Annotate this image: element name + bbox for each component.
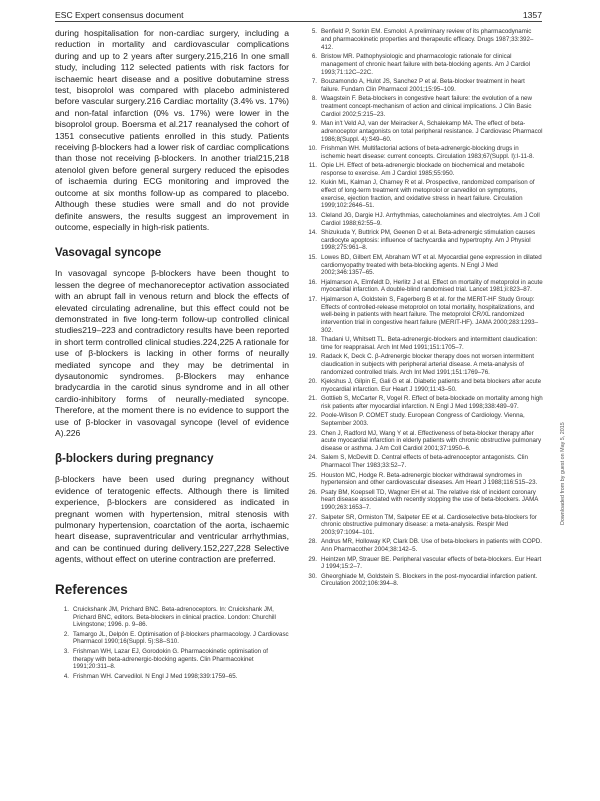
reference-text: Shizukuda Y, Buttrick PM, Geenen D et al. Beta-adrenergic stimulation causes cardiocyte apoptosis: influence of tachycardia and hypertrophy. Am J Physiol 1998;275:961–8. bbox=[321, 228, 536, 252]
reference-item bbox=[303, 378, 543, 394]
reference-text: Kjekshus J, Gilpin E, Gali G et al. Diabetic patients and beta blockers after acute myocardial infarction. Eur Heart J 1990;11:43–50. bbox=[321, 378, 542, 394]
running-header bbox=[55, 2, 542, 20]
body-paragraph: during hospitalisation for non-cardiac surgery, including a reduction in mortality and cardiovascular complications during and up to 2 years after surgery.215,216 In one small study, including 112 selected patients with risk factors for ischaemic heart disease and a positive dobutamine stress test, bisoprolol was compared with placebo administered before vascular surgery.216 Cardiac mortality (3.4% vs. 17%) and non-fatal infarction (0% vs. 17%) were lower in the bisoprolol group. Boersma et al.217 reanalysed the cohort of 1351 consecutive patients enrolled in this study. Patients receiving β-blockers had a lower risk of cardiac complications than those not receiving β-blockers. In another trial215,218 atenolol given before general surgery reduced the episodes of ischaemia during ECG monitoring and improved the outcome at six months follow-up as compared to placebo. Although these studies were small and do not provide definite answers, the results suggest an improvement in outcome, especially in high-risk patients. bbox=[55, 28, 289, 232]
reference-text: Bristow MR. Pathophysiologic and pharmacologic rationale for clinical management of chronic heart failure with beta-blocking agents. Am J Cardiol 1993;71:12C–22C. bbox=[321, 52, 531, 76]
reference-number: 7. bbox=[311, 77, 317, 85]
reference-list-left bbox=[55, 606, 289, 681]
reference-text: Waagstein F. Beta-blockers in congestive heart failure: the evolution of a new treatment concept-mechanism of action and clinical implications. J Clin Basic Cardiol 2002;5:215–23. bbox=[321, 94, 532, 118]
reference-item bbox=[303, 212, 543, 228]
reference-number: 6. bbox=[311, 52, 317, 60]
reference-item bbox=[303, 53, 543, 77]
reference-text: Frishman WH. Carvedilol. N Engl J Med 1998;339:1759–65. bbox=[73, 672, 238, 680]
reference-text: Cleland JG, Dargie HJ. Arrhythmias, catecholamines and electrolytes. Am J Coll Cardiol 1988;62:55–9. bbox=[321, 211, 540, 227]
reference-item bbox=[303, 336, 543, 352]
reference-item bbox=[303, 162, 543, 178]
download-watermark: Downloaded from by guest on May 5, 2015 bbox=[560, 422, 566, 525]
reference-text: Chen J, Radford MJ, Wang Y et al. Effectiveness of beta-blocker therapy after acute myocardial infarction in elderly patients with chronic obstructive pulmonary disease or asthma. J Am Coll Cardiol 2001;37:1950–6. bbox=[321, 429, 542, 453]
references-heading: References bbox=[55, 581, 128, 597]
reference-item bbox=[55, 673, 289, 681]
reference-number: 13. bbox=[308, 211, 317, 219]
reference-item bbox=[303, 489, 543, 513]
reference-item bbox=[303, 412, 543, 428]
reference-text: Bouzamondo A, Hulot JS, Sanchez P et al. Beta-blocker treatment in heart failure. Fundam Clin Pharmacol 2001;15:95–109. bbox=[321, 77, 525, 93]
reference-text: Poole-Wilson P. COMET study. European Congress of Cardiology. Vienna, September 2003. bbox=[321, 412, 525, 428]
reference-number: 15. bbox=[308, 253, 317, 261]
reference-item bbox=[303, 556, 543, 572]
reference-item bbox=[303, 95, 543, 119]
page-number: 1357 bbox=[522, 10, 542, 20]
reference-number: 18. bbox=[308, 336, 317, 344]
reference-number: 10. bbox=[308, 144, 317, 152]
reference-number: 21. bbox=[308, 395, 317, 403]
reference-list-right bbox=[303, 28, 543, 588]
reference-number: 8. bbox=[311, 94, 317, 102]
reference-text: Heintzen MP, Strauer BE. Peripheral vascular effects of beta-blockers. Eur Heart J 1994;15:2–7. bbox=[321, 555, 542, 571]
left-column bbox=[55, 28, 289, 682]
reference-item bbox=[303, 538, 543, 554]
reference-number: 25. bbox=[308, 471, 317, 479]
reference-number: 17. bbox=[308, 295, 317, 303]
reference-item bbox=[303, 229, 543, 253]
reference-text: Salpeter SR, Ormiston TM, Salpeter EE et al. Cardioselective beta-blockers for chronic obstructive pulmonary disease: a meta-analysis. Respir Med 2003;97:1094–101. bbox=[321, 513, 537, 537]
reference-item bbox=[55, 606, 289, 630]
reference-text: Lowes BD, Gilbert EM, Abraham WT et al. Myocardial gene expression in dilated cardiomyopathy treated with beta-blocking agents. N Engl J Med 2002;346:1357–65. bbox=[321, 253, 542, 277]
reference-item bbox=[303, 430, 543, 454]
reference-text: Salem S, McDevitt D. Central effects of beta-adrenoceptor antagonists. Clin Pharmacol Ther 1983;33:52–7. bbox=[321, 454, 528, 470]
reference-item bbox=[303, 573, 543, 589]
reference-number: 22. bbox=[308, 412, 317, 420]
reference-number: 30. bbox=[308, 572, 317, 580]
journal-section-title: ESC Expert consensus document bbox=[55, 10, 184, 20]
reference-item bbox=[303, 296, 543, 335]
reference-text: Radack K, Deck C. β-Adrenergic blocker therapy does not worsen intermittent claudication in subjects with peripheral arterial disease. A meta-analysis of randomized controlled trials. Arch Int Med 1991;151:1769–76. bbox=[321, 353, 534, 377]
reference-number: 20. bbox=[308, 378, 317, 386]
reference-text: Frishman WH, Lazar EJ, Gorodokin G. Pharmacokinetic optimisation of therapy with beta-adrenergic-blocking agents. Clin Pharmacokinet 1991;20:311–8. bbox=[73, 647, 268, 671]
reference-number: 16. bbox=[308, 278, 317, 286]
reference-number: 1. bbox=[63, 605, 69, 613]
reference-number: 28. bbox=[308, 538, 317, 546]
reference-text: Gheorghiade M, Goldstein S. Blockers in the post-myocardial infarction patient. Circulation 2002;106:394–8. bbox=[321, 572, 538, 588]
reference-text: Houston MC, Hodge R. Beta-adrenergic blocker withdrawal syndromes in hypertension and other cardiovascular diseases. Am Heart J 1988;116:515–23. bbox=[321, 471, 538, 487]
reference-number: 23. bbox=[308, 429, 317, 437]
reference-text: Opie LH. Effect of beta-adrenergic blockade on biochemical and metabolic response to exercise. Am J Cardiol 1985;55:950. bbox=[321, 161, 525, 177]
reference-text: Hjalmarson A, Goldstein S, Fagerberg B et al. for the MERIT-HF Study Group: Effects of controlled-release metoprolol on total mortality, hospitalizations, and well-being in patients with heart failure. The metoprolol CR/XL randomized intervention trial in congestive heart failure (MERIT-HF). JAMA 2000;283:1293–302. bbox=[321, 295, 539, 335]
reference-number: 24. bbox=[308, 454, 317, 462]
reference-text: Gottlieb S, McCarter R, Vogel R. Effect of beta-blockade on mortality among high risk patients after myocardial infarction. N Engl J Med 1998;338:489–97. bbox=[321, 395, 543, 411]
reference-text: Psaty BM, Koepsell TD, Wagner EH et al. The relative risk of incident coronary heart disease associated with recently stopping the use of beta-blockers. JAMA 1990;263:1653–7. bbox=[321, 488, 539, 512]
reference-item bbox=[303, 254, 543, 278]
body-paragraph: β-blockers have been used during pregnancy without evidence of teratogenic effects. Although there is limited experience, β-blockers are considered as indicated in pregnant women with hypertension, mitral stenosis with pulmonary hypertension, coarctation of the aorta, ischaemic heart disease, supraventricular and ventricular arrhythmias, and can be continued during delivery.152,227,228 Selective agents, without effect on uterine contraction are preferred. bbox=[55, 474, 289, 565]
section-heading-vasovagal: Vasovagal syncope bbox=[55, 247, 162, 260]
reference-item bbox=[303, 353, 543, 377]
header-divider bbox=[55, 21, 542, 22]
section-heading-pregnancy: β-blockers during pregnancy bbox=[55, 453, 214, 466]
reference-item bbox=[303, 179, 543, 210]
reference-text: Benfield P, Sorkin EM. Esmolol. A preliminary review of its pharmacodynamic and pharmacokinetic properties and therapeutic efficacy. Drugs 1987;33:392–412. bbox=[321, 28, 534, 51]
reference-text: Hjalmarson A, Elmfeldt D, Herlitz J et al. Effect on mortality of metoprolol in acute myocardial infarction. A double-blind randomised trial. Lancet 1981;ii:823–87. bbox=[321, 278, 543, 294]
reference-item bbox=[303, 28, 543, 52]
reference-text: Andrus MR, Holloway KP, Clark DB. Use of beta-blockers in patients with COPD. Ann Pharmacother 2004;38:142–5. bbox=[321, 538, 542, 554]
reference-number: 4. bbox=[63, 672, 69, 680]
reference-item bbox=[303, 120, 543, 144]
reference-text: Man in't Veld AJ, van der Meiracker A, Schalekamp MA. The effect of beta-adrenoceptor antagonists on total peripheral resistance. J Cardiovasc Pharmacol 1986;8(Suppl. 4):S49–60. bbox=[321, 119, 543, 143]
reference-item bbox=[303, 78, 543, 94]
reference-text: Cruickshank JM, Prichard BNC. Beta-adrenoceptors. In: Cruickshank JM, Prichard BNC, editors. Beta-blockers in clinical practice. London: Churchill Livingstone; 1996. p. 9–86. bbox=[73, 605, 276, 629]
reference-number: 27. bbox=[308, 513, 317, 521]
reference-text: Kukin ML, Kalman J, Charney R et al. Prospective, randomized comparison of effect of long-term treatment with metoprolol or carvedilol on symptoms, exercise, ejection fraction, and oxidative stress in heart failure. Circulation 1999;102:2646–51. bbox=[321, 178, 535, 210]
reference-item bbox=[55, 648, 289, 672]
reference-number: 29. bbox=[308, 555, 317, 563]
reference-number: 5. bbox=[311, 28, 317, 35]
reference-item bbox=[303, 395, 543, 411]
reference-number: 14. bbox=[308, 228, 317, 236]
reference-number: 9. bbox=[311, 119, 317, 127]
reference-item bbox=[303, 145, 543, 161]
reference-number: 11. bbox=[308, 161, 317, 169]
reference-item bbox=[303, 472, 543, 488]
reference-text: Tamargo JL, Delpón E. Optimisation of β-blockers pharmacology. J Cardiovasc Pharmacol 1990;16(Suppl. 5):S8–S10. bbox=[73, 630, 289, 646]
body-paragraph: In vasovagal syncope β-blockers have been thought to lessen the degree of mechanoreceptor activation associated with an abrupt fall in venous return and block the effects of elevated circulating adrenaline, but this effect could not be demonstrated in five long-term follow-up controlled clinical studies219–223 and contradictory results have been reported in short term controlled clinical studies.224,225 A rationale for use of β-blockers is lacking in other forms of neurally mediated syncope and they may be detrimental in dysautonomic syndromes. β-Blockers may enhance bradycardia in the carotid sinus syndrome and in all other cardio-inhibitory forms of neurally-mediated syncope. Therefore, at the moment there is no evidence to support the use of β-blocker in vasovagal syncope (level of evidence A).226 bbox=[55, 268, 289, 438]
reference-text: Thadani U, Whitsett TL. Beta-adrenergic-blockers and intermittent claudication: time for reappraisal. Arch Int Med 1991;151:1705–7. bbox=[321, 336, 538, 352]
reference-text: Frishman WH. Multifactorial actions of beta-adrenergic-blocking drugs in ischemic heart disease: current concepts. Circulation 1983;67(Suppl. I):I-11-8. bbox=[321, 144, 535, 160]
reference-number: 26. bbox=[308, 488, 317, 496]
right-column bbox=[303, 28, 543, 590]
reference-item bbox=[303, 514, 543, 538]
reference-number: 2. bbox=[63, 630, 69, 638]
reference-item bbox=[303, 279, 543, 295]
reference-number: 3. bbox=[63, 647, 69, 655]
reference-number: 12. bbox=[308, 178, 317, 186]
reference-item bbox=[303, 454, 543, 470]
reference-number: 19. bbox=[308, 353, 317, 361]
reference-item bbox=[55, 631, 289, 647]
